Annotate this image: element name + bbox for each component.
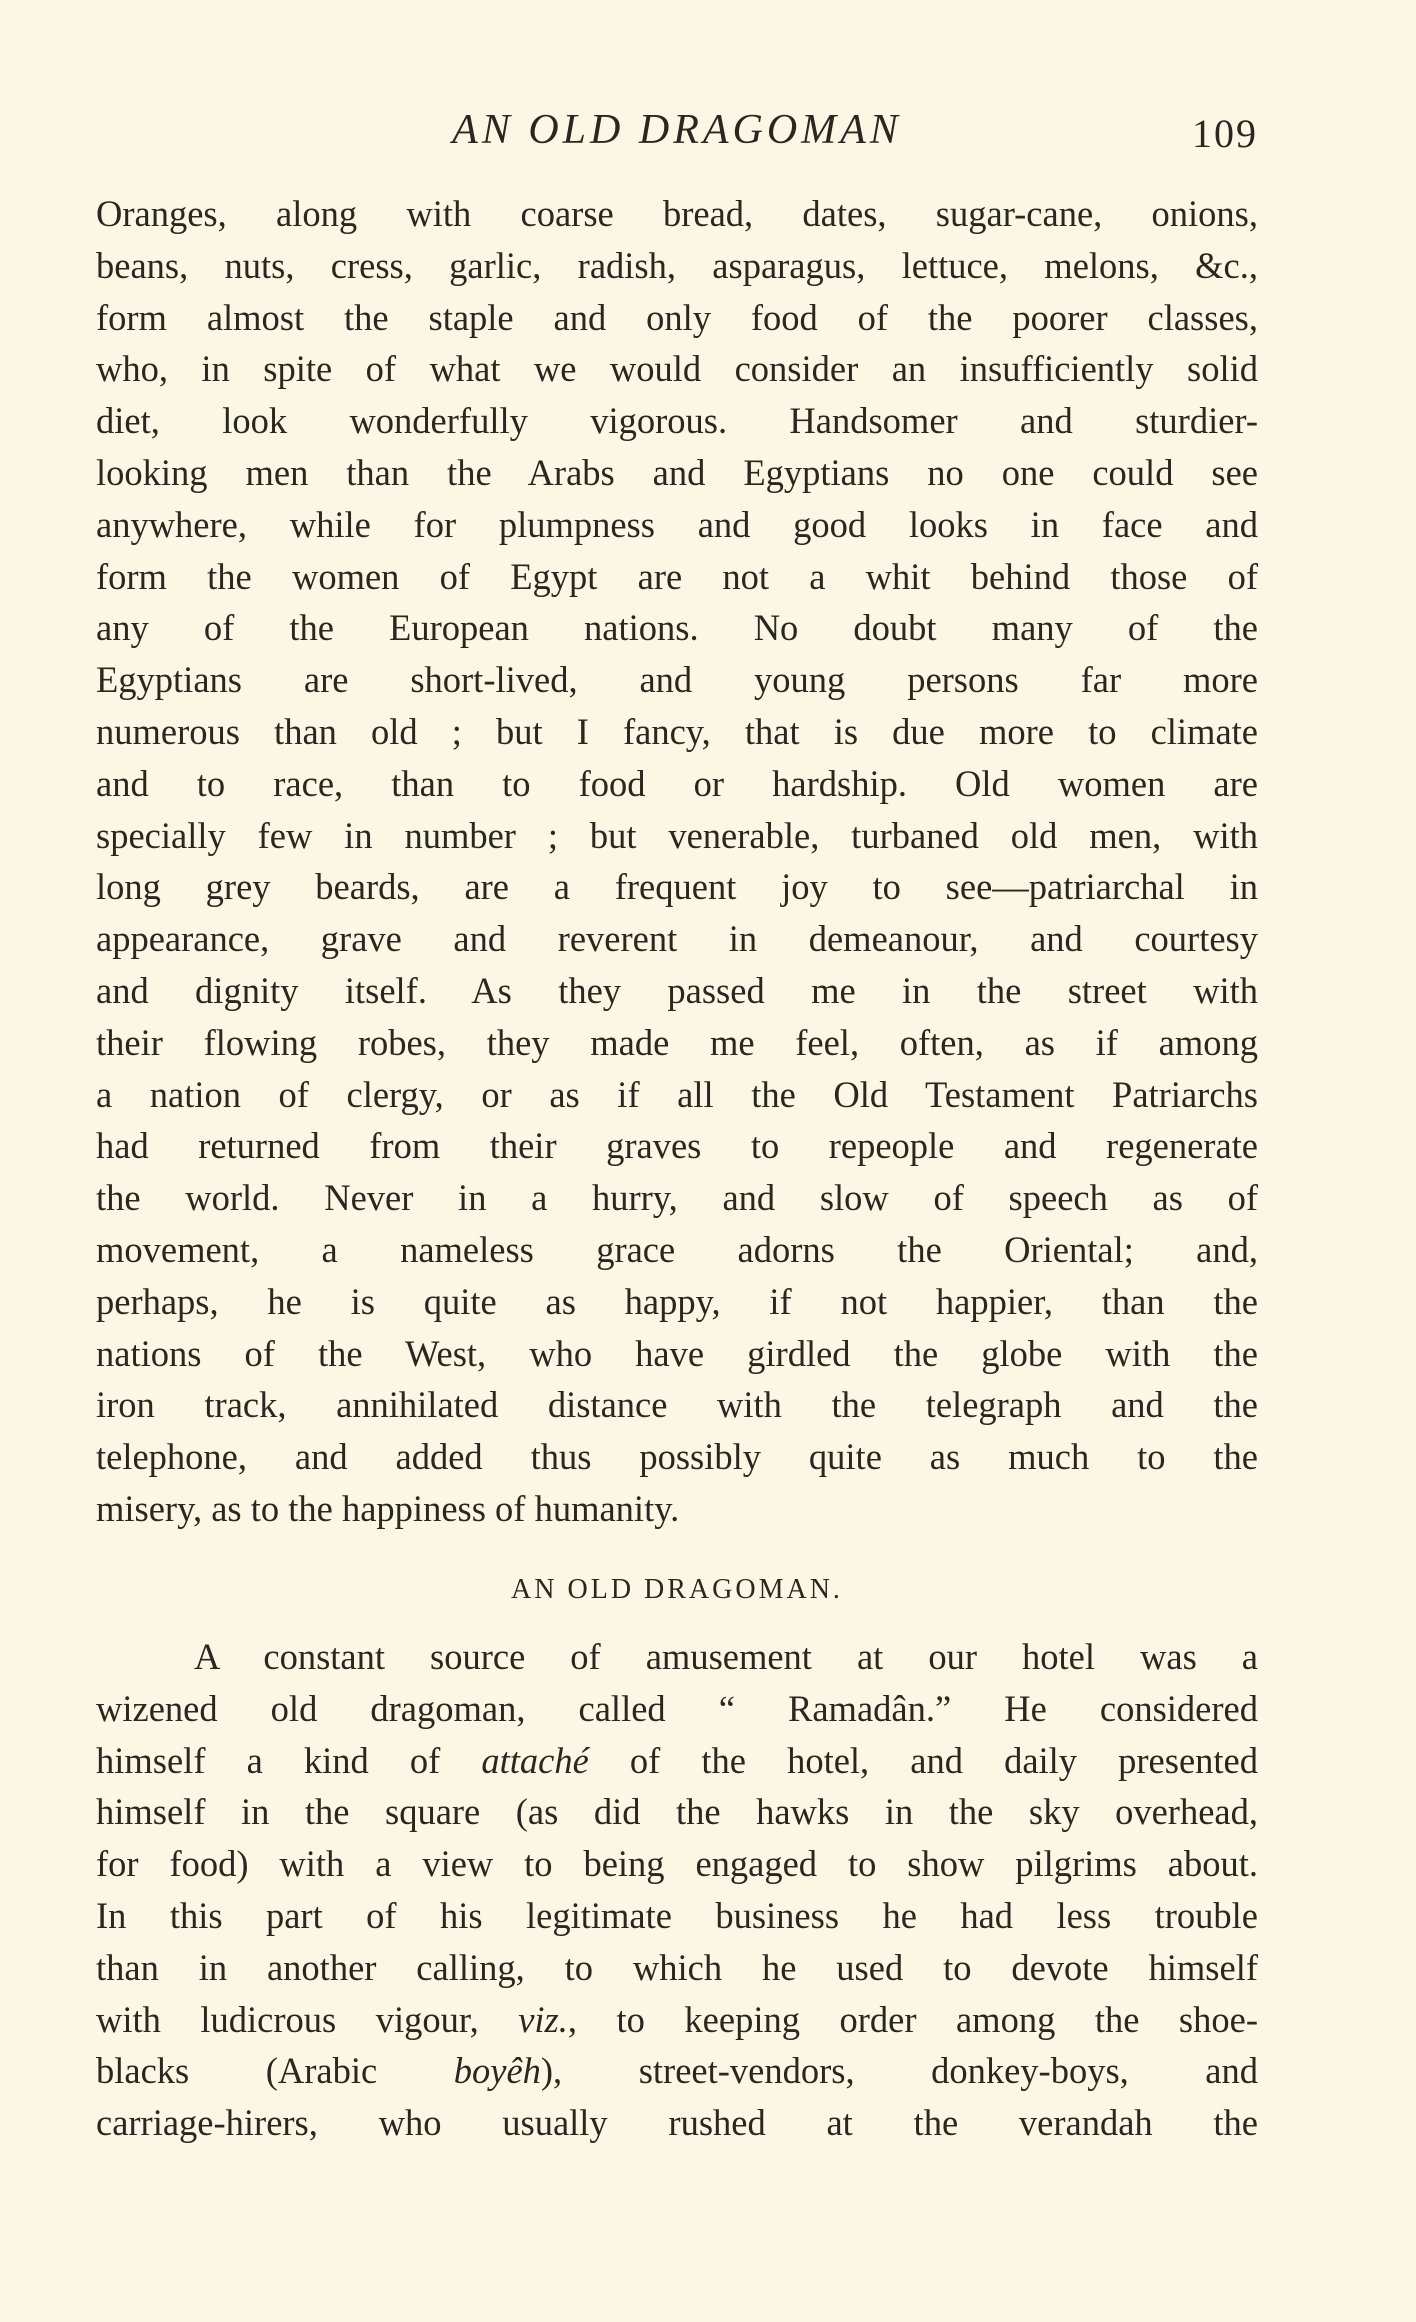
text-line: A constant source of amusement at our hotel was a: [194, 1636, 1258, 1677]
italic-word: attaché: [481, 1739, 589, 1781]
text-line: the world. Never in a hurry, and slow of speech as of: [96, 1177, 1258, 1219]
text-segment: himself a kind of: [96, 1739, 482, 1781]
italic-word: boyêh: [453, 2050, 541, 2092]
text-segment: blacks (Arabic: [96, 2050, 454, 2092]
text-line: [96, 1735, 1258, 1787]
text-segment: with ludicrous vigour,: [96, 1998, 519, 2040]
text-line: misery, as to the happiness of humanity.: [96, 1487, 680, 1529]
section-heading: AN OLD DRAGOMAN.: [511, 1574, 843, 1605]
text-line: nations of the West, who have girdled the globe with the: [96, 1332, 1258, 1374]
text-segment: , to keeping order among the shoe-: [567, 1998, 1258, 2040]
text-segment: of the hotel, and daily presented: [588, 1739, 1258, 1781]
text-line: than in another calling, to which he used to devote himself: [96, 1946, 1258, 1988]
text-line: a nation of clergy, or as if all the Old Testament Patriarchs: [96, 1073, 1258, 1115]
text-line: appearance, grave and reverent in demeanour, and courtesy: [96, 918, 1258, 960]
text-segment: ), street-vendors, donkey-boys, and: [540, 2050, 1258, 2092]
paragraph-climate-and-people: [96, 188, 1258, 1535]
text-line: Egyptians are short-lived, and young persons far more: [96, 659, 1258, 701]
running-header: [96, 100, 1258, 160]
text-line: movement, a nameless grace adorns the Oriental; and,: [96, 1228, 1258, 1270]
italic-word: viz.: [518, 1998, 568, 2040]
text-line: long grey beards, are a frequent joy to see—patriarchal in: [96, 866, 1258, 908]
text-line: numerous than old ; but I fancy, that is due more to climate: [96, 710, 1258, 752]
text-line: perhaps, he is quite as happy, if not happier, than the: [96, 1280, 1258, 1322]
text-line: looking men than the Arabs and Egyptians no one could see: [96, 451, 1258, 493]
text-line: carriage-hirers, who usually rushed at the verandah the: [96, 2102, 1258, 2144]
text-line: anywhere, while for plumpness and good looks in face and: [96, 503, 1258, 545]
text-line: their flowing robes, they made me feel, often, as if among: [96, 1021, 1258, 1063]
page-number: 109: [1192, 111, 1258, 156]
text-line: specially few in number ; but venerable, turbaned old men, with: [96, 814, 1258, 856]
text-line: iron track, annihilated distance with the telegraph and the: [96, 1384, 1258, 1426]
text-line: [96, 2045, 1258, 2097]
text-line: diet, look wonderfully vigorous. Handsomer and sturdier-: [96, 400, 1258, 442]
text-line: and to race, than to food or hardship. Old women are: [96, 762, 1258, 804]
text-line: had returned from their graves to repeople and regenerate: [96, 1125, 1258, 1167]
text-line: wizened old dragoman, called “ Ramadân.” He considered: [96, 1687, 1258, 1729]
text-line: any of the European nations. No doubt many of the: [96, 607, 1258, 649]
text-line: who, in spite of what we would consider an insufficiently solid: [96, 348, 1258, 390]
text-line: and dignity itself. As they passed me in the street with: [96, 969, 1258, 1011]
text-line: In this part of his legitimate business he had less trouble: [96, 1894, 1258, 1936]
text-line: form the women of Egypt are not a whit behind those of: [96, 555, 1258, 597]
text-line: telephone, and added thus possibly quite as much to the: [96, 1436, 1258, 1478]
text-line: himself in the square (as did the hawks in the sky overhead,: [96, 1791, 1258, 1833]
text-line: [96, 1994, 1258, 2046]
text-line: for food) with a view to being engaged to show pilgrims about.: [96, 1843, 1258, 1885]
text-line: Oranges, along with coarse bread, dates, sugar-cane, onions,: [96, 193, 1258, 234]
text-line: beans, nuts, cress, garlic, radish, asparagus, lettuce, melons, &c.,: [96, 244, 1258, 286]
paragraph-old-dragoman: [96, 1631, 1258, 2149]
running-title: AN OLD DRAGOMAN: [452, 107, 902, 153]
text-line: form almost the staple and only food of the poorer classes,: [96, 296, 1258, 338]
